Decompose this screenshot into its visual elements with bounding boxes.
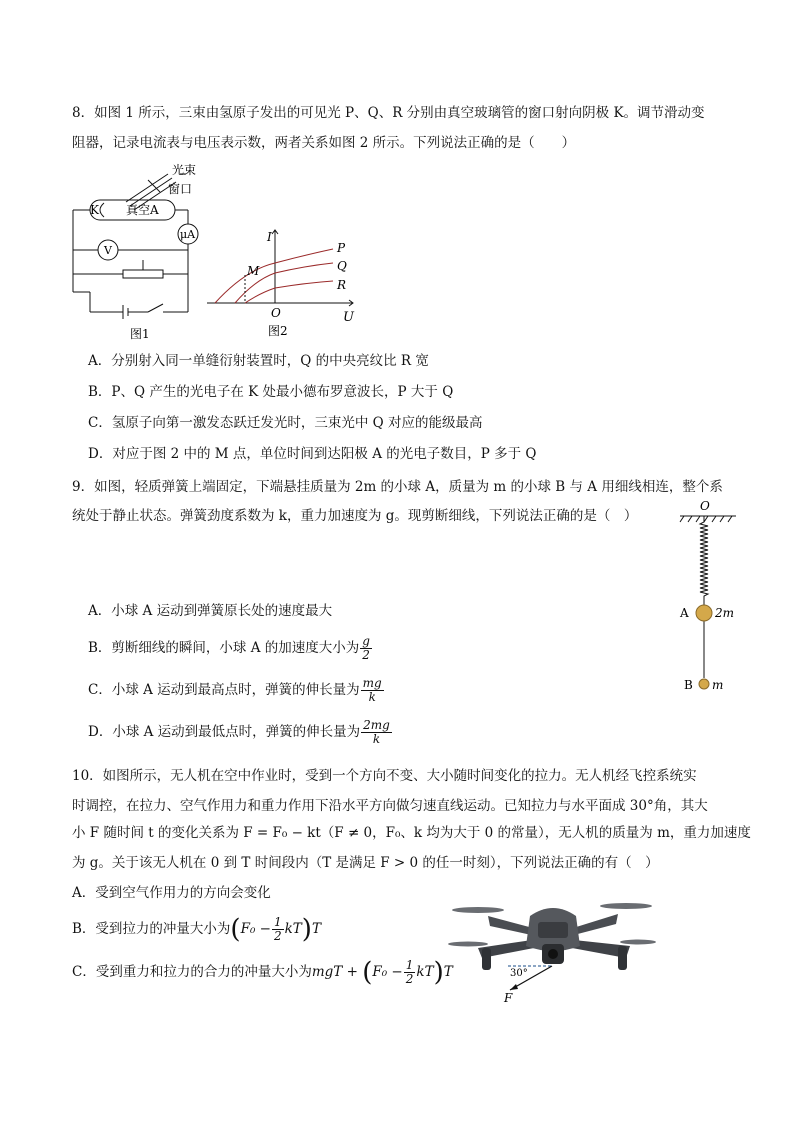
q10-option-b-fraction: $\frac{1}{2}$ [273, 915, 282, 943]
spring-o-label: O [700, 499, 710, 513]
fig2-caption: 图2 [268, 324, 288, 338]
q10-stem-line1: 10．如图所示，无人机在空中作业时，受到一个方向不变、大小随时间变化的拉力。无人机经飞控系统实 [72, 768, 697, 784]
fig2-o-label: O [271, 306, 281, 320]
ball-b-icon [699, 679, 709, 689]
q10-option-b-text: B．受到拉力的冲量大小为 [72, 921, 231, 937]
q9-option-b-fraction: $\frac{g}{2}$ [362, 634, 370, 662]
q8-option-c: C．氢原子向第一激发态跃迁发光时，三束光中 Q 对应的能级最高 [88, 415, 483, 431]
q9-option-a: A．小球 A 运动到弹簧原长处的速度最大 [88, 603, 333, 619]
q9-option-d [88, 719, 393, 746]
q8-option-b: B．P、Q 产生的光电子在 K 处最小德布罗意波长，P 大于 Q [88, 384, 454, 400]
drone-force-label: F [504, 991, 513, 1004]
fig1-window-label: 窗口 [168, 182, 193, 196]
fig1-k-label: K [90, 203, 99, 217]
ball-a-icon [696, 605, 712, 621]
q10-stem-line3: 小 F 随时间 t 的变化关系为 F = F₀ − kt（F ≠ 0，F₀、k 均为大于 0 的常量），无人机的质量为 m，重力加速度 [72, 825, 751, 841]
q10-stem-line2: 时调控，在拉力、空气作用力和重力作用下沿水平方向做匀速直线运动。已知拉力与水平面成 30°角，其大 [72, 798, 708, 814]
q10-option-c-fraction: $\frac{1}{2}$ [405, 958, 414, 986]
ball-a-mass: 2m [715, 606, 735, 620]
fig1-light-label: 光束 [172, 163, 197, 177]
q9-option-c-fraction: $\frac{mg}{k}$ [362, 676, 382, 704]
fig2-u-label: U [343, 310, 354, 325]
drone-angle-label: 30° [510, 968, 528, 979]
fig2-p-label: P [337, 241, 346, 255]
q9-option-d-fraction: $\frac{2mg}{k}$ [363, 718, 390, 746]
q9-spring-figure [672, 496, 742, 696]
ball-b-mass: m [712, 678, 724, 692]
q9-option-c-text: C．小球 A 运动到最高点时，弹簧的伸长量为 [88, 682, 360, 698]
q10-drone-figure [448, 886, 658, 1004]
q10-option-c: C．受到重力和拉力的合力的冲量大小为mgT + (F₀ − $\frac{1}{2}$ kT)T [72, 957, 453, 988]
q10-option-c-text: C．受到重力和拉力的合力的冲量大小为 [72, 964, 312, 980]
fig1-caption: 图1 [130, 327, 150, 341]
q8-stem-line1: 8．如图 1 所示，三束由氢原子发出的可见光 P、Q、R 分别由真空玻璃管的窗口射向阴极 K。调节滑动变 [72, 105, 705, 121]
q9-stem-line1: 9．如图，轻质弹簧上端固定，下端悬挂质量为 2m 的小球 A，质量为 m 的小球 B 与 A 用细线相连，整个系 [72, 479, 723, 495]
fig1-voltmeter-label: V [104, 244, 112, 257]
fig2-r-label: R [337, 278, 347, 292]
fig1-ammeter-label: μA [180, 228, 196, 241]
q10-option-a: A．受到空气作用力的方向会变化 [72, 885, 271, 901]
drone-icon [448, 903, 656, 970]
fig2-m-label: M [247, 264, 260, 278]
fig2-i-label: I [267, 230, 272, 244]
q10-stem-line4: 为 g。关于该无人机在 0 到 T 时间段内（T 是满足 F > 0 的任一时刻），下列说法正确的有（ ） [72, 855, 659, 871]
q8-option-d: D．对应于图 2 中的 M 点，单位时间到达阳极 A 的光电子数目，P 多于 Q [88, 446, 537, 462]
fig2-q-label: Q [337, 259, 347, 273]
q9-option-b-text: B．剪断细线的瞬间，小球 A 的加速度大小为 [88, 640, 360, 656]
ball-b-label: B [684, 678, 693, 692]
q8-figure-1-circuit [68, 162, 213, 342]
q9-option-c [88, 677, 385, 704]
ball-a-label: A [680, 606, 689, 620]
q8-option-a: A．分别射入同一单缝衍射装置时，Q 的中央亮纹比 R 宽 [88, 353, 429, 369]
q9-stem-line2: 统处于静止状态。弹簧劲度系数为 k，重力加速度为 g。现剪断细线，下列说法正确的是（ ） [72, 508, 638, 524]
q9-option-b [88, 635, 373, 662]
q8-stem-line2: 阻器，记录电流表与电压表示数，两者关系如图 2 所示。下列说法正确的是（ ） [72, 135, 576, 151]
q8-figure-2-graph [205, 225, 365, 343]
fig1-vacuum-label: 真空A [126, 203, 159, 217]
q10-option-b: B．受到拉力的冲量大小为(F₀ − $\frac{1}{2}$ kT)T [72, 914, 321, 945]
q9-option-d-text: D．小球 A 运动到最低点时，弹簧的伸长量为 [88, 724, 361, 740]
